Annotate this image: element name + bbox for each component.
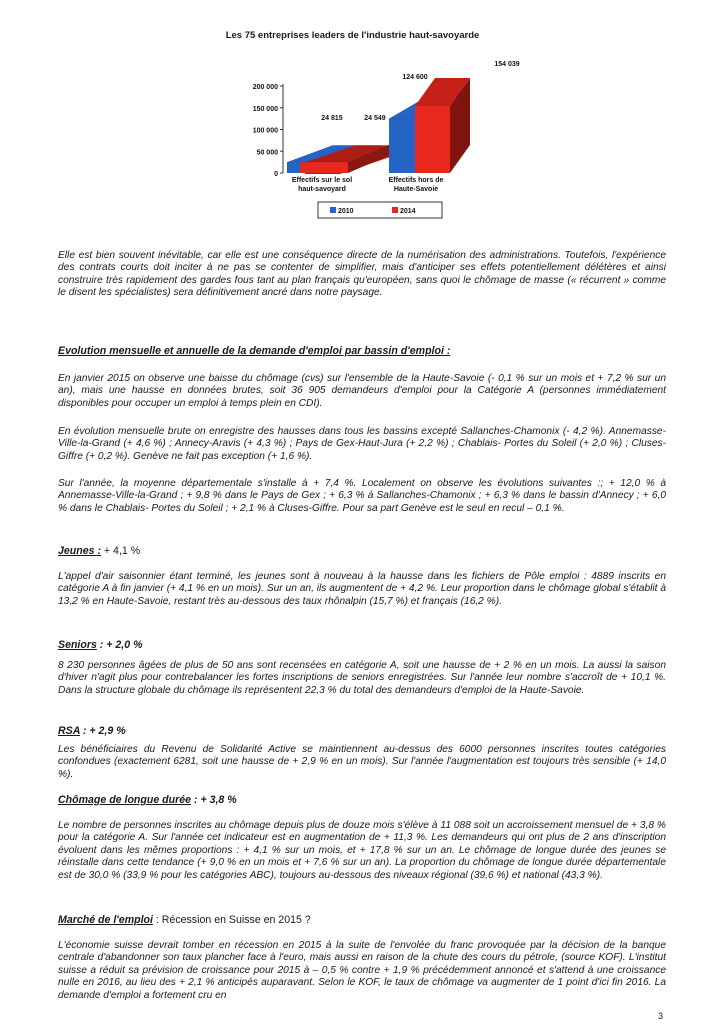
y-tick-label: 100 000 bbox=[252, 127, 278, 135]
data-label: 24 815 bbox=[321, 115, 343, 122]
paragraph-monthly: En évolution mensuelle brute on enregistre des hausses dans tous les bassins excepté Sallanches-Chamonix (- 4,2 %). Annemasse-Ville-la-Grand (+ 4,6 %) ; Annecy-Aravis (+ 4,3 %) ; Pays de Gex-Haut-Jura (+ 2,2 %) ; Chablais- Portes du Soleil (+ 2,0 %) ; Cluses-Giffre (+ 0,2 %). Genève ne fait pas exception (+ 1,6 %). bbox=[58, 426, 666, 462]
category-label: Effectifs sur le sol bbox=[291, 177, 353, 184]
heading-seniors bbox=[58, 639, 143, 651]
heading-jeunes-label: Jeunes : bbox=[58, 545, 101, 557]
heading-chomage bbox=[58, 794, 237, 806]
y-tick-label: 0 bbox=[274, 171, 278, 178]
legend-swatch-2010 bbox=[330, 207, 336, 213]
y-tick-label: 50 000 bbox=[256, 149, 278, 157]
page-number: 3 bbox=[658, 1011, 664, 1021]
paragraph-jeunes: L'appel d'air saisonnier étant terminé, les jeunes sont à nouveau à la hausse dans les fichiers de Pôle emploi : 4889 inscrits en catégorie A à fin janvier (+ 4,1 % en un mois). Sur un an, ils augmentent de + 4,2 %. Leur proportion dans le chômage global s'établit à 13,2 % en Haute-Savoie, restant très au-dessous des taux rhônalpin (15,7 %) et français (16,2 %). bbox=[58, 571, 666, 607]
paragraph-rsa: Les bénéficiaires du Revenu de Solidarité Active se maintiennent au-dessus des 6000 personnes inscrites toutes catégories confondues (exactement 6281, soit une hausse de + 2,9 % en un mois). Sur l'année l'augmentation est toujours très sensible (+ 14,0 %). bbox=[58, 744, 666, 780]
heading-jeunes-value: + 4,1 % bbox=[100, 545, 141, 557]
legend-label-2014: 2014 bbox=[400, 208, 416, 215]
heading-seniors-label: Seniors bbox=[58, 639, 97, 651]
data-label: 124 600 bbox=[402, 74, 428, 81]
chart-title: Les 75 entreprises leaders de l'industrie haut-savoyarde bbox=[225, 30, 480, 41]
heading-rsa-value: : + 2,9 % bbox=[79, 725, 126, 737]
heading-rsa bbox=[58, 725, 126, 737]
heading-chomage-label: Chômage de longue durée bbox=[58, 794, 192, 806]
section-heading-text: Evolution mensuelle et annuelle de la demande d'emploi par bassin d'emploi : bbox=[58, 345, 451, 357]
legend-box bbox=[318, 202, 442, 218]
category-label: Effectifs hors de bbox=[388, 177, 444, 184]
paragraph-chomage: Le nombre de personnes inscrites au chômage depuis plus de douze mois s'élève à 11 088 soit un accroissement mensuel de + 3,8 % pour la catégorie A. Sur l'année cet indicateur est en augmentation de + 11,3 %. Les demandeurs qui ont plus de 2 ans d'inscription évoluent dans les mêmes proportions : + 4,1 % sur un mois, et + 17,8 % sur un an. Le chômage de longue durée des jeunes se réinstalle dans cette tendance (+ 9,0 % en un mois et + 7,6 % sur un an). La proportion du chômage de longue durée départementale est de 30,0 % (33,9 % pour les catégories ABC), toujours au-dessous des niveaux régional (39,6 %) et national (43,3 %). bbox=[58, 820, 666, 881]
paragraph-marche: L'économie suisse devrait tomber en récession en 2015 à la suite de l'envolée du franc provoquée par la décision de la banque centrale d'abandonner son taux plancher face à l'euro, mais aussi en raison de la chute des cours du pétrole, (source KOF). L'institut suisse a réduit sa prévision de croissance pour 2015 à – 0,5 % contre + 1,9 % précédemment annoncé et s'attend à une croissance nulle en 2016, au lieu des + 2,1 % anticipés auparavant. Selon le KOF, le taux de chômage va augmenter de 1 point d'ici fin 2016. La demande d'emploi a fortement cru en bbox=[58, 940, 666, 1001]
data-label: 24 549 bbox=[364, 115, 386, 122]
category-label: Haute-Savoie bbox=[393, 186, 439, 193]
paragraph-seniors: 8 230 personnes âgées de plus de 50 ans sont recensées en catégorie A, soit une hausse de + 2 % en un mois. La aussi la saison d'hiver n'agit plus pour contrebalancer les fortes inscriptions de seniors enregistrées. Sur l'année leur nombre s'accroît de + 10,1 %. Dans la structure globale du chômage ils représentent 22,3 % du total des demandeurs d'emploi de la Haute-Savoie. bbox=[58, 660, 666, 696]
chart-canvas bbox=[0, 0, 705, 230]
heading-chomage-value: : + 3,8 % bbox=[191, 794, 237, 806]
heading-marche-value: : Récession en Suisse en 2015 ? bbox=[152, 914, 311, 926]
heading-marche-label: Marché de l'emploi bbox=[58, 914, 153, 926]
data-label: 154 039 bbox=[494, 61, 520, 68]
heading-marche bbox=[58, 914, 311, 926]
y-tick-label: 150 000 bbox=[252, 105, 278, 113]
heading-seniors-value: : + 2,0 % bbox=[96, 639, 143, 651]
heading-rsa-label: RSA bbox=[58, 725, 80, 737]
legend-swatch-2014 bbox=[392, 207, 398, 213]
y-tick-label: 200 000 bbox=[252, 84, 278, 91]
intro-paragraph: Elle est bien souvent inévitable, car elle est une conséquence directe de la numérisation des administrations. Toutefois, l'expérience des contrats courts doit inciter à ne pas se contenter de simplifier, mais d'anticiper ses effets potentiellement délétères et ainsi construire très rapidement des gardes fous tant au plan français qu'européen, sans quoi le chômage de masse (« récurrent » comme le disent les spécialistes) sera définitivement ancré dans notre paysage. bbox=[58, 250, 666, 299]
section-heading bbox=[58, 345, 450, 357]
category-label: haut-savoyard bbox=[298, 186, 346, 193]
chart bbox=[0, 0, 705, 230]
paragraph-yearly: Sur l'année, la moyenne départementale s'installe à + 7,4 %. Localement on observe les évolutions suivantes :; + 12,0 % à Annemasse-Ville-la-Grand ; + 9,8 % dans le Pays de Gex ; + 6,3 % à Sallanches-Chamonix ; + 6,3 % dans le bassin d'Annecy ; + 6,0 % dans le Chablais- Portes du Soleil ; + 2,1 % à Cluses-Giffre. Pour sa part Genève est le seul en recul – 0,1 %. bbox=[58, 478, 666, 514]
heading-jeunes bbox=[58, 545, 140, 557]
bar-2014-cat2 bbox=[415, 106, 450, 173]
legend-label-2010: 2010 bbox=[338, 208, 354, 215]
bar-2014-cat1 bbox=[300, 162, 348, 173]
paragraph-january: En janvier 2015 on observe une baisse du chômage (cvs) sur l'ensemble de la Haute-Savoie (- 0,1 % sur un mois et + 7,2 % sur un an), mais une hausse en données brutes, soit 36 905 demandeurs d'emploi pour la Catégorie A (personnes immédiatement disponibles pour occuper un emploi à temps plein en CDI). bbox=[58, 373, 666, 409]
